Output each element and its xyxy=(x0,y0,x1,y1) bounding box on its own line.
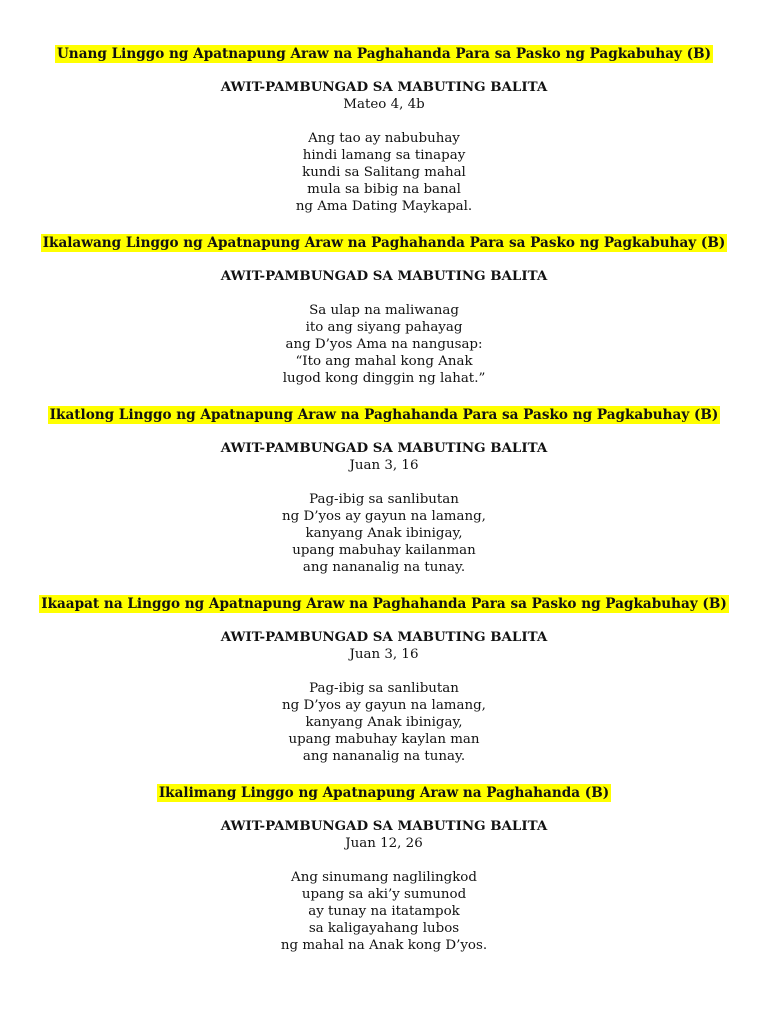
verse-line: hindi lamang sa tinapay xyxy=(302,148,466,163)
acclamation-title: AWIT-PAMBUNGAD SA MABUTING BALITA xyxy=(220,818,548,834)
verse-line: Ang tao ay nabubuhay xyxy=(308,131,460,146)
verse-line: “Ito ang mahal kong Anak xyxy=(295,354,473,369)
section-heading: Ikalimang Linggo ng Apatnapung Araw na Paghahanda (B) xyxy=(158,785,610,801)
section-heading: Ikatlong Linggo ng Apatnapung Araw na Paghahanda Para sa Pasko ng Pagkabuhay (B) xyxy=(49,407,719,423)
verse-line: kundi sa Salitang mahal xyxy=(302,165,466,180)
verse-line: Pag-ibig sa sanlibutan xyxy=(309,492,459,507)
verse-block xyxy=(0,491,768,576)
section-1 xyxy=(0,43,768,215)
verse-line: ay tunay na itatampok xyxy=(308,904,460,919)
verse-line: ng Ama Dating Maykapal. xyxy=(295,199,473,214)
section-4 xyxy=(0,593,768,765)
verse-line: lugod kong dinggin ng lahat.” xyxy=(282,371,486,386)
scripture-citation: Mateo 4, 4b xyxy=(343,97,425,112)
section-5 xyxy=(0,782,768,954)
verse-line: ng D’yos ay gayun na lamang, xyxy=(282,509,486,524)
verse-line: ito ang siyang pahayag xyxy=(305,320,463,335)
verse-line: ng mahal na Anak kong D’yos. xyxy=(280,938,488,953)
verse-line: Ang sinumang naglilingkod xyxy=(291,870,477,885)
verse-block xyxy=(0,680,768,765)
verse-line: ang nananalig na tunay. xyxy=(302,749,466,764)
scripture-citation: Juan 3, 16 xyxy=(349,647,419,662)
acclamation-title: AWIT-PAMBUNGAD SA MABUTING BALITA xyxy=(220,440,548,456)
verse-line: Sa ulap na maliwanag xyxy=(309,303,459,318)
verse-line: upang mabuhay kaylan man xyxy=(288,732,480,747)
acclamation-title: AWIT-PAMBUNGAD SA MABUTING BALITA xyxy=(220,629,548,645)
verse-block xyxy=(0,302,768,387)
verse-line: ang nananalig na tunay. xyxy=(302,560,466,575)
scripture-citation: Juan 12, 26 xyxy=(345,836,423,851)
section-heading: Ikaapat na Linggo ng Apatnapung Araw na Paghahanda Para sa Pasko ng Pagkabuhay (B) xyxy=(41,596,727,612)
verse-line: kanyang Anak ibinigay, xyxy=(305,526,463,541)
scripture-citation: Juan 3, 16 xyxy=(349,458,419,473)
verse-line: Pag-ibig sa sanlibutan xyxy=(309,681,459,696)
verse-line: kanyang Anak ibinigay, xyxy=(305,715,463,730)
verse-block xyxy=(0,130,768,215)
acclamation-title: AWIT-PAMBUNGAD SA MABUTING BALITA xyxy=(220,79,548,95)
blank-line xyxy=(0,285,768,302)
verse-line: ng D’yos ay gayun na lamang, xyxy=(282,698,486,713)
section-heading: Ikalawang Linggo ng Apatnapung Araw na Paghahanda Para sa Pasko ng Pagkabuhay (B) xyxy=(42,235,726,251)
verse-line: upang mabuhay kailanman xyxy=(292,543,476,558)
verse-line: ang D’yos Ama na nangusap: xyxy=(285,337,483,352)
section-3 xyxy=(0,404,768,576)
verse-block xyxy=(0,869,768,954)
verse-line: mula sa bibig na banal xyxy=(307,182,461,197)
section-heading: Unang Linggo ng Apatnapung Araw na Paghahanda Para sa Pasko ng Pagkabuhay (B) xyxy=(56,46,712,62)
acclamation-title: AWIT-PAMBUNGAD SA MABUTING BALITA xyxy=(220,268,548,284)
verse-line: sa kaligayahang lubos xyxy=(308,921,460,936)
section-2 xyxy=(0,232,768,387)
verse-line: upang sa aki’y sumunod xyxy=(301,887,467,902)
